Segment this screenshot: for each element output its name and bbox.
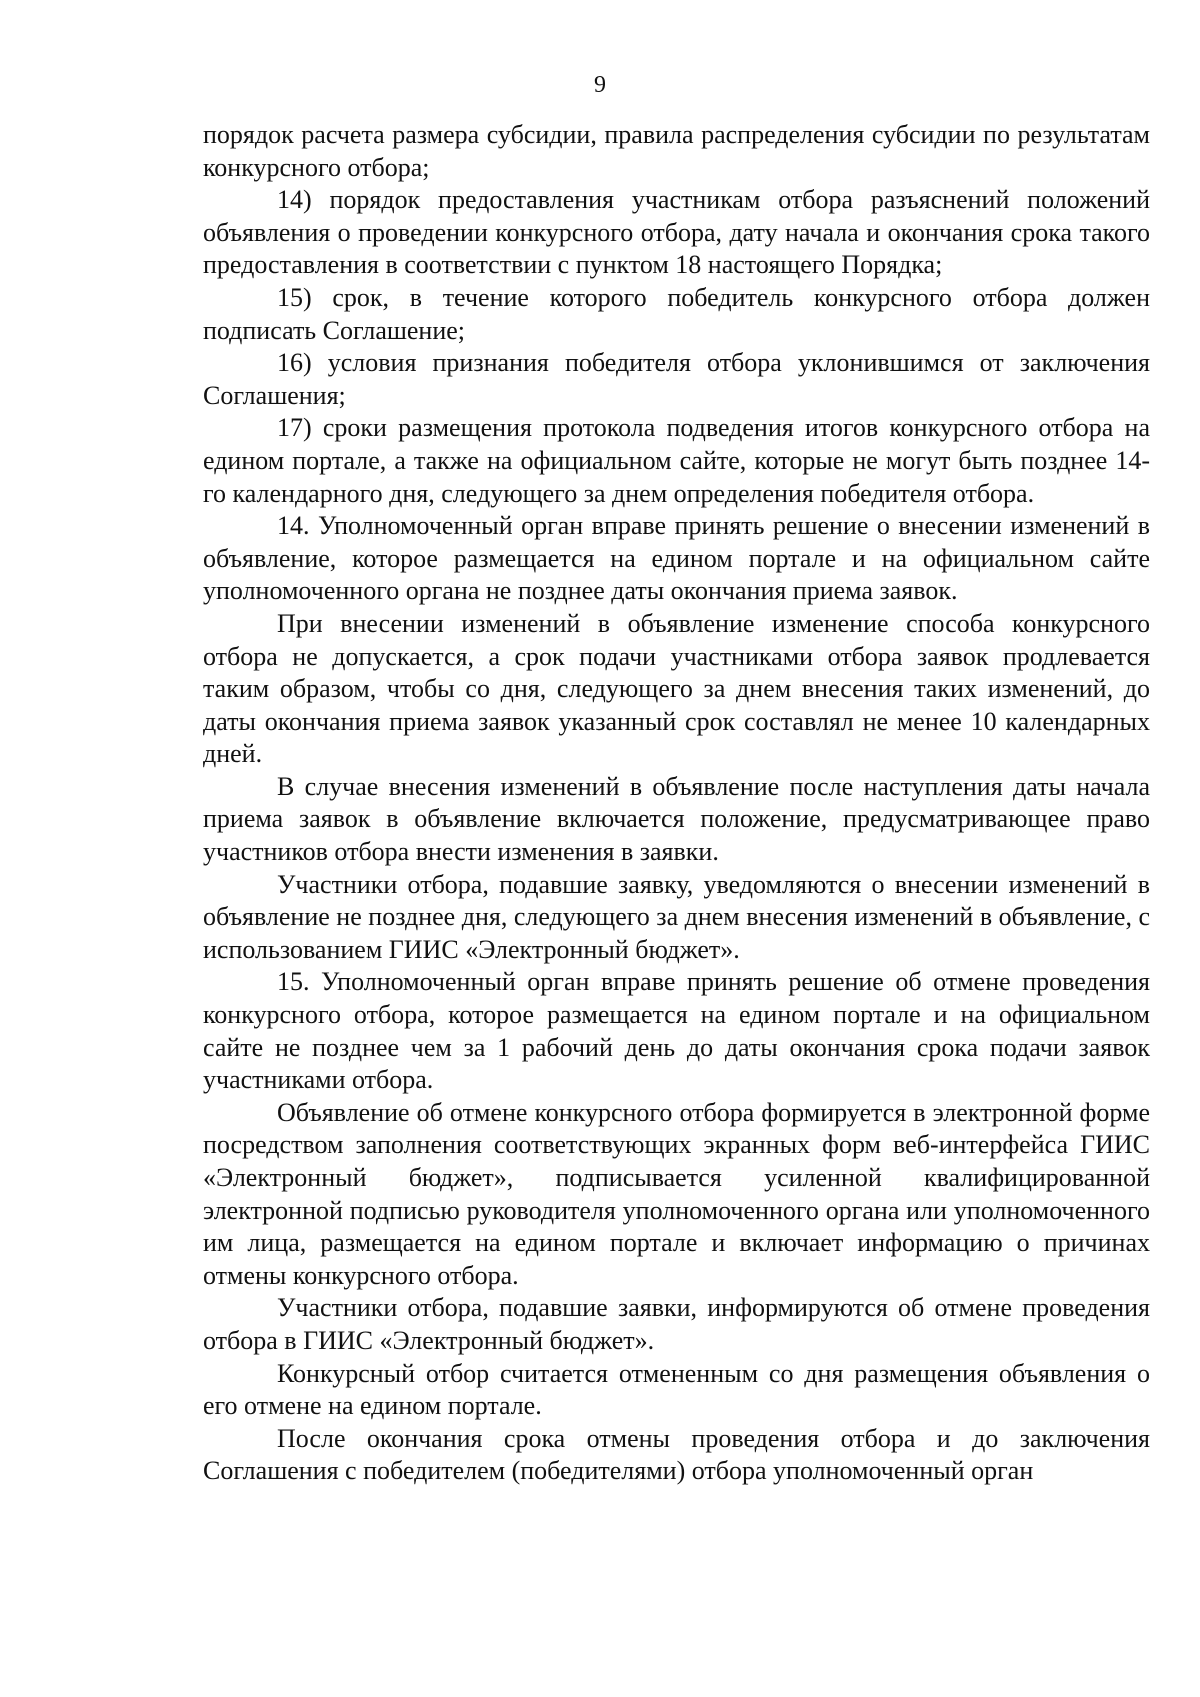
paragraph-participants-informed: Участники отбора, подавшие заявки, информируются об отмене проведения отбора в ГИИС «Электронный бюджет».	[203, 1293, 1150, 1355]
paragraph-after-cancellation: После окончания срока отмены проведения отбора и до заключения Соглашения с победителем (победителями) отбора уполномоченный орган	[203, 1423, 1150, 1486]
page-number: 9	[594, 72, 606, 98]
paragraph-participants-notified: Участники отбора, подавшие заявку, уведомляются о внесении изменений в объявление не позднее дня, следующего за днем внесения изменений в объявление, с использованием ГИИС «Электронный бюджет».	[203, 869, 1150, 964]
document-body	[203, 119, 1150, 1488]
paragraph-changes-after-start: В случае внесения изменений в объявление после наступления даты начала приема заявок в объявление включается положение, предусматривающее право участников отбора внести изменения в заявки.	[203, 771, 1150, 867]
paragraph-item-15: 15) срок, в течение которого победитель конкурсного отбора должен подписать Соглашение;	[203, 282, 1150, 345]
paragraph-item-17: 17) сроки размещения протокола подведения итогов конкурсного отбора на едином портале, а также на официальном сайте, которые не могут быть позднее 14-го календарного дня, следующего за днем определения победителя отбора.	[203, 413, 1150, 508]
paragraph-subsidy-calculation: порядок расчета размера субсидии, правила распределения субсидии по результатам конкурсного отбора;	[203, 120, 1150, 182]
paragraph-item-14: 14) порядок предоставления участникам отбора разъяснений положений объявления о проведении конкурсного отбора, дату начала и окончания срока такого предоставления в соответствии с пунктом 18 настоящего Порядка;	[203, 185, 1150, 280]
paragraph-section-14: 14. Уполномоченный орган вправе принять решение о внесении изменений в объявление, которое размещается на едином портале и на официальном сайте уполномоченного органа не позднее даты окончания приема заявок.	[203, 511, 1150, 606]
paragraph-item-16: 16) условия признания победителя отбора уклонившимся от заключения Соглашения;	[203, 348, 1150, 410]
paragraph-cancellation-notice: Объявление об отмене конкурсного отбора формируется в электронной форме посредством заполнения соответствующих экранных форм веб-интерфейса ГИИС «Электронный бюджет», подписывается усиленной квалифицированной электронной подписью руководителя уполномоченного органа или уполномоченного им лица, размещается на едином портале и включает информацию о причинах отмены конкурсного отбора.	[203, 1097, 1150, 1290]
paragraph-section-15: 15. Уполномоченный орган вправе принять решение об отмене проведения конкурсного отбора, которое размещается на едином портале и на официальном сайте не позднее чем за 1 рабочий день до даты окончания срока подачи заявок участниками отбора.	[203, 967, 1150, 1095]
paragraph-changes-method: При внесении изменений в объявление изменение способа конкурсного отбора не допускается, а срок подачи участниками отбора заявок продлевается таким образом, чтобы со дня, следующего за днем внесения таких изменений, до даты окончания приема заявок указанный срок составлял не менее 10 календарных дней.	[203, 608, 1150, 769]
paragraph-considered-cancelled: Конкурсный отбор считается отмененным со дня размещения объявления о его отмене на едином портале.	[203, 1358, 1150, 1421]
